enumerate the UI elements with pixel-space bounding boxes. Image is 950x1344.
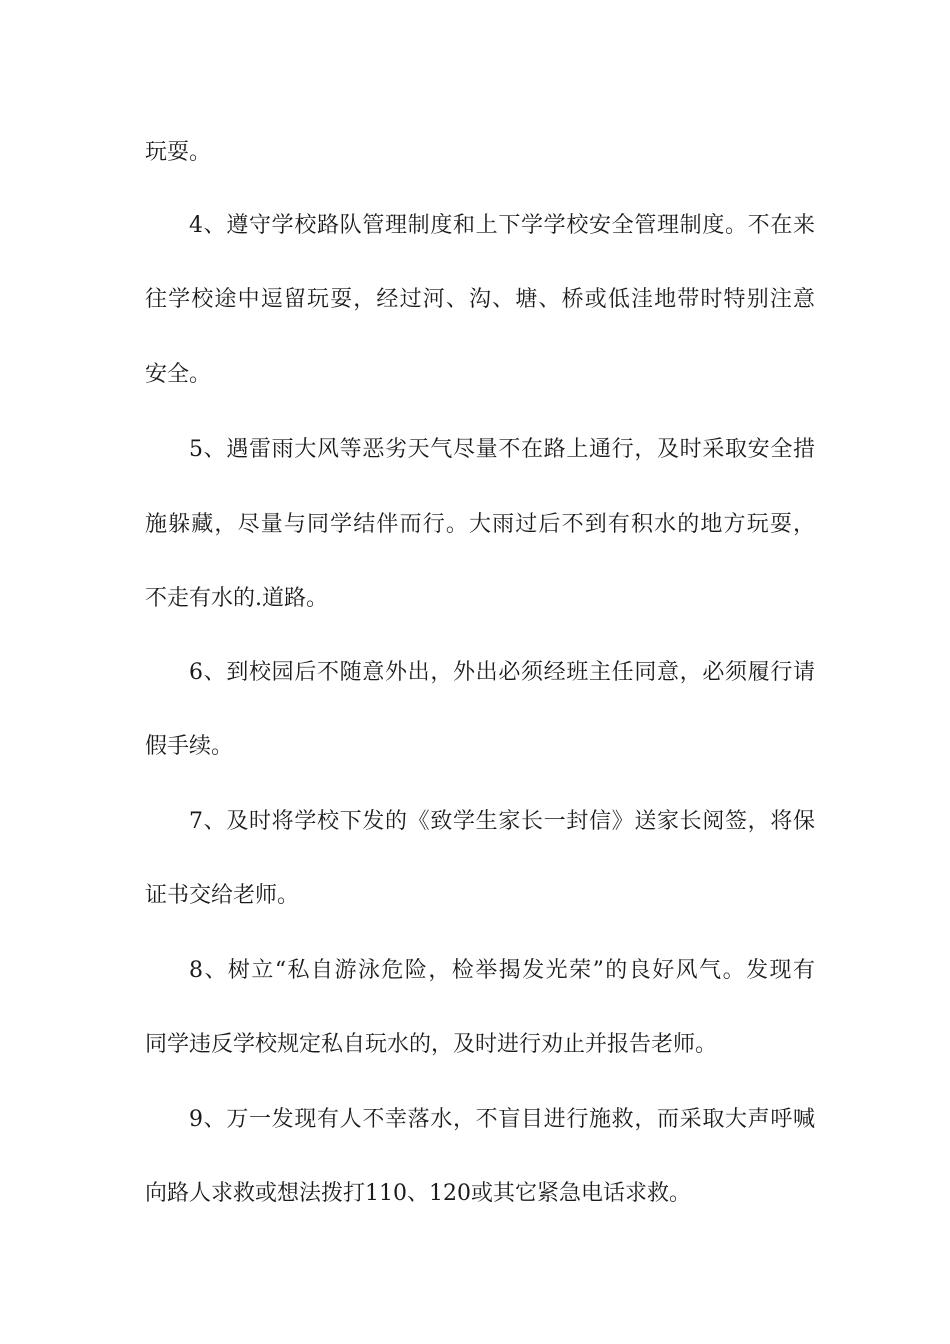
text-line: 同学违反学校规定私自玩水的，及时进行劝止并报告老师。 (145, 1032, 718, 1057)
item-7-line: 7、及时将学校下发的《致学生家长一封信》送家长阅签，将保 (189, 809, 815, 834)
text-line: 往学校途中逗留玩耍，经过河、沟、塘、桥或低洼地带时特别注意 (145, 287, 815, 312)
text-line: 假手续。 (145, 734, 234, 759)
text-line: 不走有水的.道路。 (145, 586, 328, 611)
text-line: 安全。 (145, 362, 212, 387)
text-line: 玩耍。 (145, 140, 212, 165)
text-line: 向路人求救或想法拨打110、120或其它紧急电话求救。 (145, 1181, 691, 1206)
item-9-line: 9、万一发现有人不幸落水，不盲目进行施救，而采取大声呼喊 (189, 1107, 815, 1132)
text-line: 施躲藏，尽量与同学结伴而行。大雨过后不到有积水的地方玩耍， (145, 512, 815, 537)
item-5-line: 5、遇雷雨大风等恶劣天气尽量不在路上通行，及时采取安全措 (189, 437, 815, 462)
item-8-line: 8、树立“私自游泳危险，检举揭发光荣”的良好风气。发现有 (189, 958, 815, 983)
text-line: 证书交给老师。 (145, 883, 300, 908)
item-4-line: 4、遵守学校路队管理制度和上下学学校安全管理制度。不在来 (189, 213, 815, 238)
item-6-line: 6、到校园后不随意外出，外出必须经班主任同意，必须履行请 (189, 660, 815, 685)
